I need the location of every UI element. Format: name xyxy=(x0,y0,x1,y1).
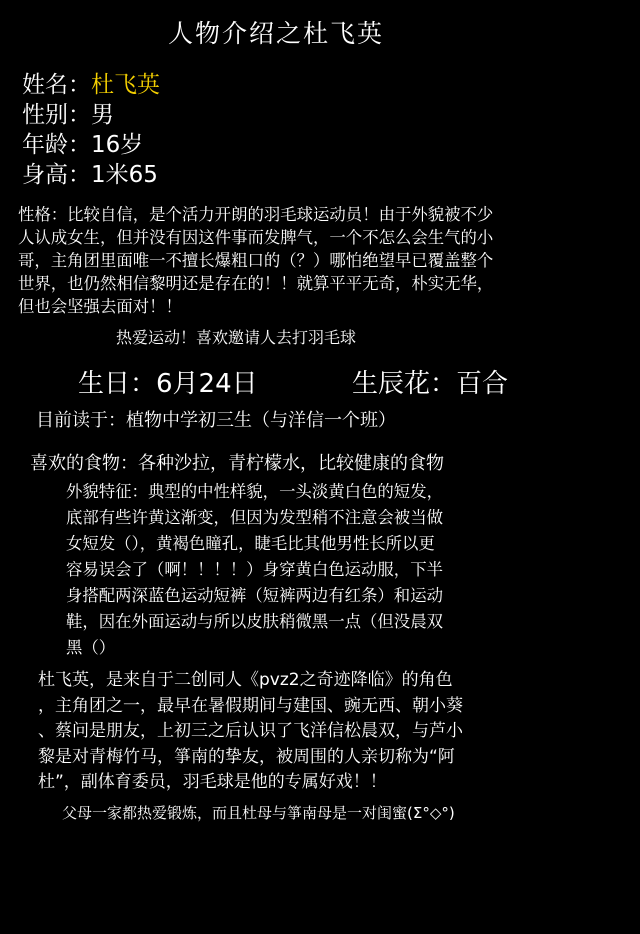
age-row: 年龄：16岁 xyxy=(22,132,144,158)
page-title: 人物介绍之杜飞英 xyxy=(168,19,385,48)
birthday: 生日：6月24日 xyxy=(78,369,258,399)
name-row xyxy=(22,70,160,100)
personality-paragraph xyxy=(18,203,493,318)
origin-line: 杜”，副体育委员，羽毛球是他的专属好戏！！ xyxy=(38,772,387,792)
personality-line: 哥，主角团里面唯一不擅长爆粗口的（？）哪怕绝望早已覆盖整个 xyxy=(18,251,494,270)
height-row: 身高：1米65 xyxy=(22,162,158,188)
origin-paragraph xyxy=(38,668,463,796)
hobby-line: 热爱运动！喜欢邀请人去打羽毛球 xyxy=(116,328,357,347)
birth-flower: 生辰花：百合 xyxy=(352,369,509,399)
food-line: 喜欢的食物：各种沙拉，青柠檬水，比较健康的食物 xyxy=(30,453,444,474)
appearance-paragraph xyxy=(66,479,443,661)
appearance-line: 底部有些许黄这渐变，但因为发型稍不注意会被当做 xyxy=(66,508,443,527)
name-value: 杜飞英 xyxy=(91,72,160,98)
origin-line: ，主角团之一，最早在暑假期间与建国、豌无西、朝小葵 xyxy=(38,695,463,716)
origin-line: 、蔡问是朋友，上初三之后认识了飞洋信松晨双，与芦小 xyxy=(38,721,463,741)
personality-line: 性格：比较自信，是个活力开朗的羽毛球运动员！由于外貌被不少 xyxy=(18,205,494,224)
appearance-line: 外貌特征：典型的中性样貌，一头淡黄白色的短发， xyxy=(66,482,443,501)
personality-line: 世界，也仍然相信黎明还是存在的！！就算平平无奇，朴实无华， xyxy=(18,274,494,293)
appearance-line: 身搭配两深蓝色运动短裤（短裤两边有红条）和运动 xyxy=(66,586,443,605)
appearance-line: 女短发（），黄褐色瞳孔，睫毛比其他男性长所以更 xyxy=(66,534,435,553)
origin-line: 杜飞英，是来自于二创同人《pvz2之奇迹降临》的角色 xyxy=(38,670,453,690)
school-line: 目前读于：植物中学初三生（与洋信一个班） xyxy=(36,410,396,431)
appearance-line: 容易误会了（啊！！！！）身穿黄白色运动服，下半 xyxy=(66,560,443,579)
family-note: 父母一家都热爱锻炼，而且杜母与箏南母是一对闺蜜(Σ°◇°) xyxy=(62,804,455,822)
appearance-line: 黑（） xyxy=(66,638,116,657)
appearance-line: 鞋，因在外面运动与所以皮肤稍微黑一点（但没晨双 xyxy=(66,612,443,631)
personality-line: 但也会坚强去面对！！ xyxy=(18,297,182,316)
origin-line: 黎是对青梅竹马，箏南的挚友，被周围的人亲切称为“阿 xyxy=(38,746,455,767)
gender-row: 性别：男 xyxy=(22,102,114,128)
name-label: 姓名： xyxy=(22,72,91,98)
personality-line: 人认成女生，但并没有因这件事而发脾气，一个不怎么会生气的小 xyxy=(18,228,494,247)
